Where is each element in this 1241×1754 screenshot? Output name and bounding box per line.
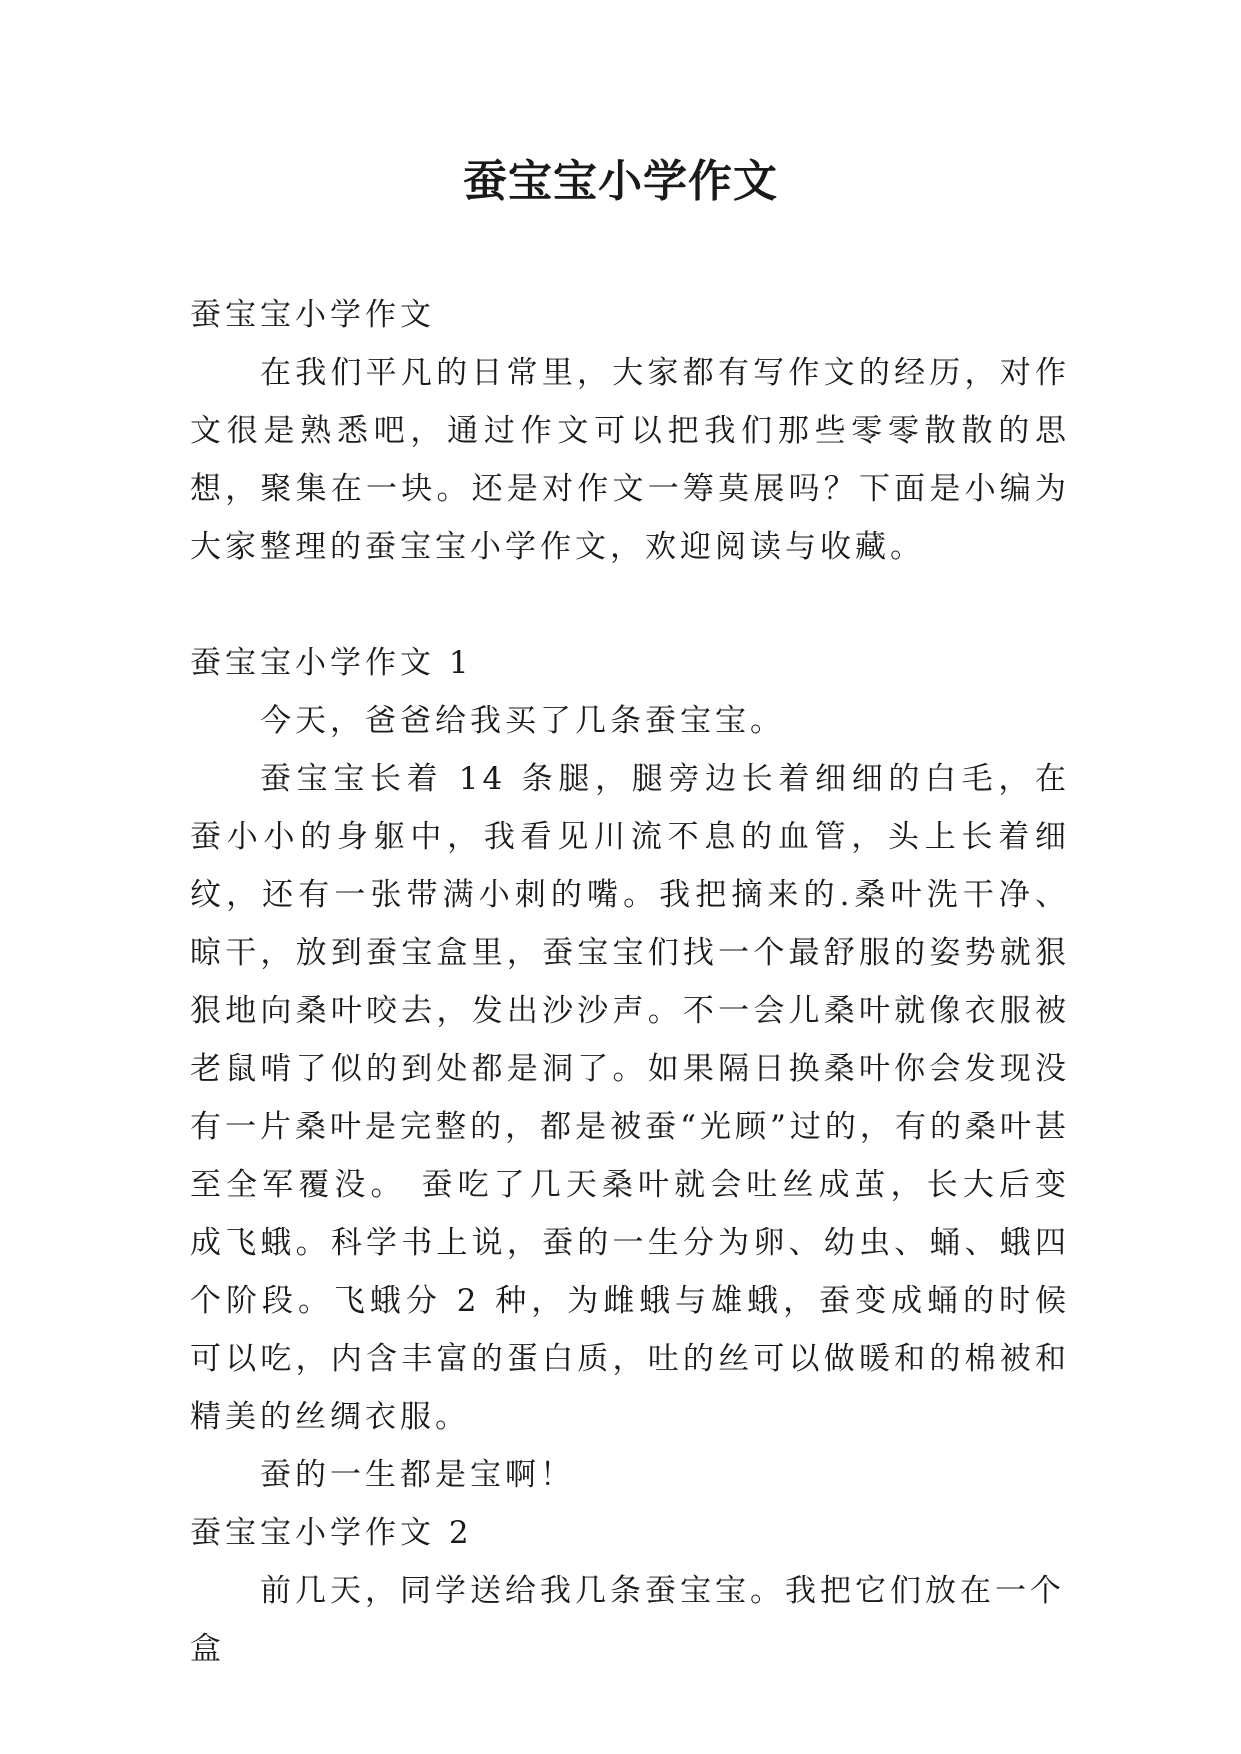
- intro-paragraph: 在我们平凡的日常里，大家都有写作文的经历，对作文很是熟悉吧，通过作文可以把我们那些零零散散的思想，聚集在一块。还是对作文一筹莫展吗？下面是小编为大家整理的蚕宝宝小学作文，欢迎阅读与收藏。: [190, 355, 1070, 565]
- essay1-heading: 蚕宝宝小学作文 1: [190, 645, 473, 681]
- document-body: [190, 286, 1070, 1678]
- essay1-paragraph-2: 蚕宝宝长着 14 条腿，腿旁边长着细细的白毛，在蚕小小的身躯中，我看见川流不息的血管，头上长着细纹，还有一张带满小刺的嘴。我把摘来的.桑叶洗干净、晾干，放到蚕宝盒里，蚕宝宝们找一个最舒服的姿势就狠狠地向桑叶咬去，发出沙沙声。不一会儿桑叶就像衣服被老鼠啃了似的到处都是洞了。如果隔日换桑叶你会发现没有一片桑叶是完整的，都是被蚕“光顾”过的，有的桑叶甚至全军覆没。 蚕吃了几天桑叶就会吐丝成茧，长大后变成飞蛾。科学书上说，蚕的一生分为卵、幼虫、蛹、蛾四个阶段。飞蛾分 2 种，为雌蛾与雄蛾，蚕变成蛹的时候可以吃，内含丰富的蛋白质，吐的丝可以做暖和的棉被和精美的丝绸衣服。: [190, 761, 1070, 1435]
- essay1-paragraph-1: 今天，爸爸给我买了几条蚕宝宝。: [260, 703, 785, 739]
- document-title: 蚕宝宝小学作文: [463, 156, 778, 207]
- essay1-paragraph-3: 蚕的一生都是宝啊！: [260, 1457, 575, 1493]
- intro-heading: 蚕宝宝小学作文: [190, 297, 435, 333]
- section-spacer: [190, 576, 1070, 634]
- essay2-paragraph-1: 前几天，同学送给我几条蚕宝宝。我把它们放在一个盒: [190, 1573, 1065, 1667]
- essay2-heading: 蚕宝宝小学作文 2: [190, 1515, 473, 1551]
